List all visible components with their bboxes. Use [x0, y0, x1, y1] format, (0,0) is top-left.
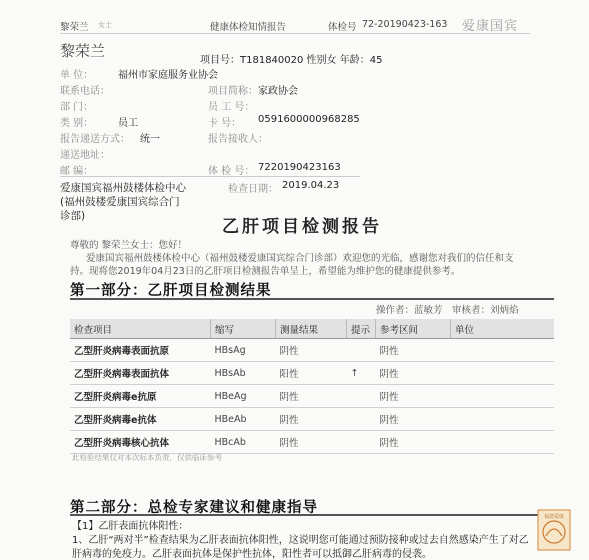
col-header-hint: 提示 [347, 319, 376, 339]
svg-text:福建爱康: 福建爱康 [543, 514, 565, 520]
cell-result: 阴性 [276, 408, 347, 431]
part1-title: 第一部分：乙肝项目检测结果 [70, 283, 272, 299]
report-title: 乙肝项目检测报告 [222, 217, 382, 237]
info-left-label: 递送地址： [60, 150, 110, 161]
info-right-label: 项目简称： [208, 86, 258, 97]
person-id-line: 项目号：T181840020 性别女 年龄：45 [200, 55, 383, 66]
person-name: 黎荣兰 [60, 42, 106, 60]
cell-abbr: HBsAb [211, 362, 276, 385]
col-header-abbr: 缩写 [211, 319, 276, 339]
info-left-label: 联系电话： [60, 86, 110, 97]
info-right-label: 卡 号： [208, 118, 242, 129]
intro-line1: 爱康国宾福州鼓楼体检中心（福州鼓楼爱康国宾综合门诊部）欢迎您的光临，感谢您对我们的信任和支 [86, 253, 514, 264]
info-right-value: 家政协会 [258, 86, 298, 97]
cell-unit [451, 362, 555, 385]
cell-hint [347, 431, 376, 454]
cell-item: 乙型肝炎病毒表面抗原 [70, 339, 211, 362]
brand-logo: 爱康国宾 [462, 19, 519, 34]
table-row [70, 385, 554, 408]
header-doc-title: 健康体检知情报告 [210, 22, 287, 33]
cell-result: 阴性 [276, 339, 347, 362]
part2-divider [70, 514, 554, 516]
cell-result: 阴性 [276, 431, 347, 454]
header-name: 黎荣兰 [60, 22, 89, 33]
cell-ref: 阴性 [376, 385, 451, 408]
info-right-label: 员 工 号： [208, 102, 255, 113]
cell-item: 乙型肝炎病毒核心抗体 [70, 431, 211, 454]
cell-abbr: HBeAb [211, 408, 276, 431]
cell-hint [347, 408, 376, 431]
cell-unit [451, 339, 555, 362]
cell-item: 乙型肝炎病毒e抗原 [70, 385, 211, 408]
info-right-label: 体 检 号： [208, 166, 255, 177]
reviewer: 审核者：刘炳焰 [452, 305, 519, 316]
table-row [70, 431, 554, 454]
exam-date-label: 检查日期： [228, 184, 278, 195]
info-left-label: 部 门： [60, 102, 94, 113]
greeting: 尊敬的 黎荣兰女士：您好！ [70, 240, 188, 251]
part2-title: 第二部分：总检专家建议和健康指导 [70, 500, 318, 516]
cell-ref: 阴性 [376, 431, 451, 454]
cell-hint [347, 339, 376, 362]
results-table [70, 319, 554, 454]
part1-divider [70, 298, 554, 300]
seal-logo [536, 508, 572, 552]
cell-unit [451, 431, 555, 454]
table-header-row [70, 319, 554, 339]
info-divider [60, 176, 360, 177]
cell-unit [451, 408, 555, 431]
col-header-item: 检查项目 [70, 319, 211, 339]
part2-line1: 1、乙肝“两对半”检查结果为乙肝表面抗体阳性，这说明您可能通过预防接种或过去自然感染产生了对乙 [72, 535, 529, 546]
cell-result: 阳性 [276, 362, 347, 385]
col-header-unit: 单位 [451, 319, 555, 339]
info-left-label: 类 别： [60, 118, 94, 129]
info-left-value: 员工 [118, 118, 138, 129]
exam-date-value: 2019.04.23 [282, 180, 340, 191]
cell-abbr: HBsAg [211, 339, 276, 362]
cell-hint [347, 385, 376, 408]
table-row [70, 339, 554, 362]
table-footnote: 此检验结果仅对本次标本负责，仅供临床参考 [72, 453, 222, 462]
cell-item: 乙型肝炎病毒表面抗体 [70, 362, 211, 385]
col-header-result: 测量结果 [276, 319, 347, 339]
info-right-label: 报告接收人： [208, 134, 268, 145]
cell-item: 乙型肝炎病毒e抗体 [70, 408, 211, 431]
part2-subtitle: 【1】乙肝表面抗体阳性： [72, 521, 189, 532]
cell-ref: 阴性 [376, 362, 451, 385]
cell-ref: 阴性 [376, 339, 451, 362]
center-name-line2: (福州鼓楼爱康国宾综合门 [60, 196, 180, 208]
info-left-value: 统一 [140, 134, 160, 145]
intro-line2: 持。现将您2019年04月23日的乙肝项目检测报告单呈上，希望能为维护您的健康提供参考。 [70, 266, 461, 277]
table-row [70, 362, 554, 385]
header-exam-no-label: 体检号 [328, 22, 357, 33]
header-divider [60, 33, 530, 34]
col-header-ref: 参考区间 [376, 319, 451, 339]
cell-abbr: HBeAg [211, 385, 276, 408]
part2-line2: 肝病毒的免疫力。乙肝表面抗体是保护性抗体，阳性者可以抵御乙肝病毒的侵袭。 [72, 549, 432, 560]
header-name-suffix: 女士 [98, 21, 112, 29]
cell-hint: ↑ [347, 362, 376, 385]
header-exam-no: 72-20190423-163 [362, 19, 448, 30]
cell-abbr: HBcAb [211, 431, 276, 454]
info-left-label: 报告递送方式： [60, 134, 130, 145]
cell-unit [451, 385, 555, 408]
cell-result: 阴性 [276, 385, 347, 408]
center-name-line3: 诊部) [60, 210, 86, 222]
center-name-line1: 爱康国宾福州鼓楼体检中心 [60, 182, 186, 194]
info-right-value: 0591600000968285 [258, 114, 360, 125]
table-row [70, 408, 554, 431]
info-left-label: 邮 编： [60, 166, 94, 177]
info-left-value: 福州市家庭服务业协会 [118, 70, 218, 81]
operator: 操作者：蓝敏芳 [376, 305, 443, 316]
cell-ref: 阴性 [376, 408, 451, 431]
info-left-label: 单 位： [60, 70, 94, 81]
info-right-value: 7220190423163 [258, 162, 341, 173]
